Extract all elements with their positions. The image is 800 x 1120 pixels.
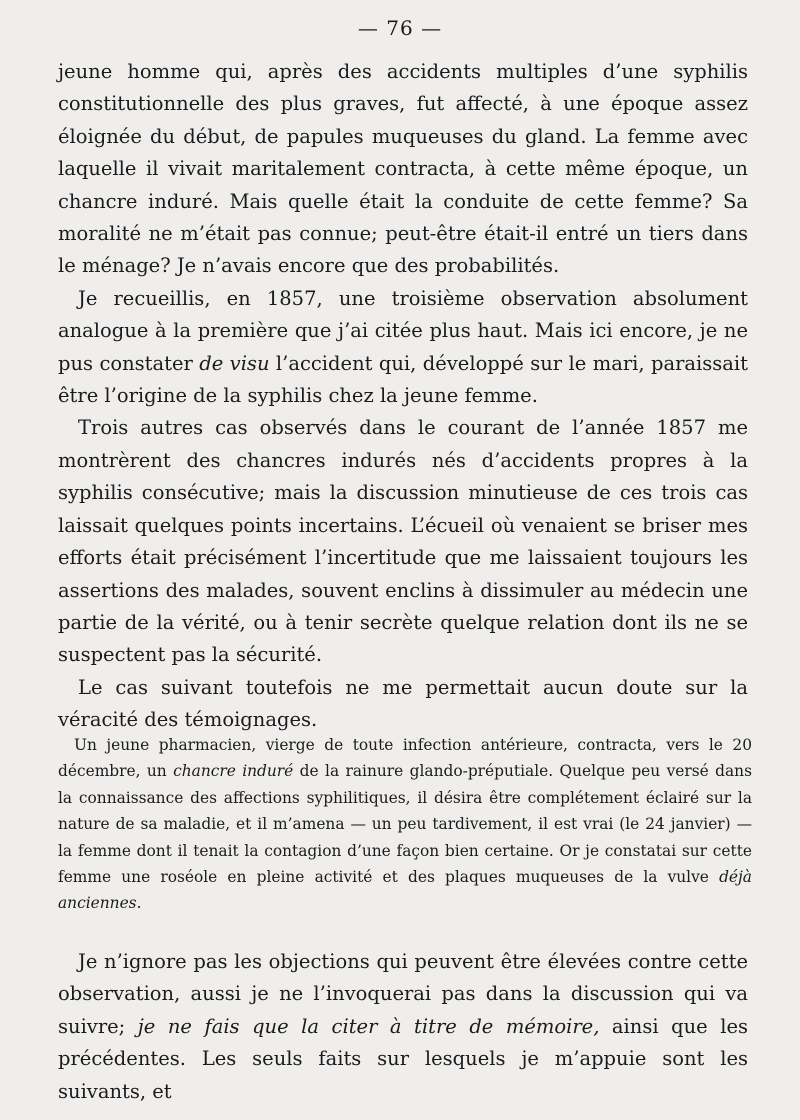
- closing-paragraph: [58, 946, 748, 1108]
- italic-phrase: je ne fais que la citer à titre de mémoire,: [137, 1014, 600, 1038]
- paragraph-three-cases: Trois autres cas observés dans le courant de l’année 1857 me montrèrent des chancres indurés nés d’accidents propres à la syphilis consécutive; mais la discussion minutieuse de ces trois cas laissait quelques points incertains. L’écueil où venaient se briser mes efforts était précisément l’incertitude que me laissaient toujours les assertions des malades, souvent enclins à dissimuler au médecin une partie de la vérité, ou à tenir secrète quelque relation dont ils ne se suspectent pas la sécurité.: [58, 416, 748, 667]
- paragraph-following-case: Le cas suivant toutefois ne me permettait aucun doute sur la véracité des témoignages.: [58, 675, 748, 732]
- closing-text: [58, 946, 748, 1108]
- text-run: de la rainure glando-préputiale. Quelque peu versé dans la connaissance des affections syphilitiques, il désira être complétement éclairé sur la nature de sa maladie, et il m’amena — un peu tardivement, il est vrai (le 24 janvier) — la femme dont il tenait la contagion d’une façon bien certaine. Or je constatai sur cette femme une roséole en pleine activité et des plaques muqueuses de la vulve: [58, 762, 752, 887]
- italic-phrase: chancre induré: [173, 762, 294, 781]
- text-run: Un jeune pharmacien, vierge de toute infection antérieure, contracta, vers le 20 décembre, un: [58, 736, 752, 781]
- paragraph-1857-observation: [58, 283, 748, 413]
- observation-paragraph: [58, 732, 752, 917]
- text-run: l’accident qui, développé sur le mari, paraissait être l’origine de la syphilis chez la jeune femme.: [58, 351, 748, 408]
- italic-phrase: de visu: [199, 351, 270, 375]
- paragraph-continued: jeune homme qui, après des accidents multiples d’une syphilis constitutionnelle des plus graves, fut affecté, à une époque assez éloignée du début, de papules muqueuses du gland. La femme avec laquelle il vivait maritalement contracta, à cette même époque, un chancre induré. Mais quelle était la conduite de cette femme? Sa moralité ne m’était pas connue; peut-être était-il entré un tiers dans le ménage? Je n’avais encore que des probabilités.: [58, 60, 748, 278]
- text-run: Je n’ignore pas les objections qui peuvent être élevées contre cette observation, aussi je ne l’invoquerai pas dans la discussion qui va suivre;: [58, 950, 748, 1038]
- text-run: ainsi que les précédentes. Les seuls faits sur lesquels je m’appuie sont les suivants, et: [58, 1014, 748, 1103]
- page-number: — 76 —: [357, 16, 443, 40]
- text-run: .: [136, 894, 142, 913]
- text-run: Je recueillis, en 1857, une troisième observation absolument analogue à la première que j’ai citée plus haut. Mais ici encore, je ne pus constater: [58, 286, 748, 375]
- italic-phrase: déjà anciennes: [58, 868, 752, 913]
- main-text: [58, 56, 748, 737]
- observation-block: [58, 732, 752, 917]
